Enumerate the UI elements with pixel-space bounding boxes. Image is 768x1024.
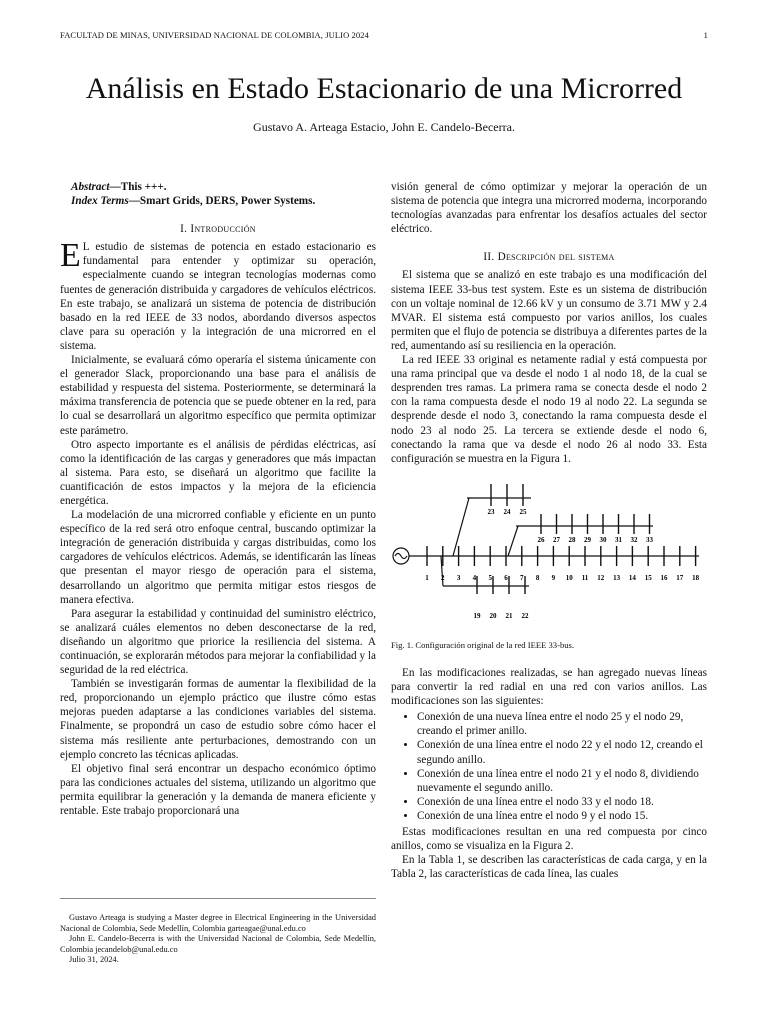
abstract-text: —This +++. xyxy=(109,181,167,193)
main-11-bus-label: 11 xyxy=(581,573,589,582)
branch-32-bus-label: 32 xyxy=(630,535,638,544)
main-18-bus-label: 18 xyxy=(692,573,700,582)
list-item: • Conexión de una línea entre el nodo 22 y el nodo 12, creando el segundo anillo. xyxy=(417,738,707,766)
section-heading-intro: I. Introducción xyxy=(180,223,256,236)
index-terms-text: —Smart Grids, DERS, Power Systems. xyxy=(128,195,316,208)
main-9-bus-label: 9 xyxy=(551,573,556,582)
intro-continuation: visión general de cómo optimizar y mejorar la operación de un sistema de potencia que integra una microrred moderna, incorporando tecnologías avanzadas para enfrentar los desafíos actuales del sector eléctrico. xyxy=(391,181,707,236)
figure-caption: Fig. 1. Configuración original de la red IEEE 33-bus. xyxy=(391,639,575,650)
description-paragraph: En la Tabla 1, se describen las características de cada carga, y en la Tabla 2, las características de cada línea, las cuales xyxy=(391,854,707,881)
running-head-text: FACULTAD DE MINAS, UNIVERSIDAD NACIONAL DE COLOMBIA, JULIO 2024 xyxy=(60,30,369,40)
description-paragraph: Estas modificaciones resultan en una red compuesta por cinco anillos, como se visualiza en la Figura 2. xyxy=(391,826,707,853)
branch-33-bus-label: 33 xyxy=(646,535,653,544)
branch-26-bus-label: 26 xyxy=(537,535,545,544)
footnotes xyxy=(60,898,376,966)
index-terms xyxy=(60,194,376,208)
description-paragraph: En las modificaciones realizadas, se han agregado nuevas líneas para convertir la red radial en una red con varios anillos. Las modificaciones son las siguientes: xyxy=(391,666,707,708)
ieee33-diagram xyxy=(391,478,707,628)
list-item: • Conexión de una línea entre el nodo 9 y el nodo 15. xyxy=(417,809,707,823)
branch-20-bus-label: 20 xyxy=(489,611,497,620)
main-2-bus-label: 2 xyxy=(441,573,445,582)
main-8-bus-label: 8 xyxy=(535,573,540,582)
main-17-bus-label: 17 xyxy=(676,573,684,582)
branch-30-bus-label: 30 xyxy=(599,535,607,544)
index-terms-label: Index Terms xyxy=(71,195,129,208)
main-1-bus-label: 1 xyxy=(425,573,429,582)
main-12-bus-label: 12 xyxy=(597,573,605,582)
branch-24-bus-label: 24 xyxy=(503,507,511,516)
branch-19-bus-label: 19 xyxy=(473,611,481,620)
branch-connector-3 xyxy=(453,498,469,556)
running-header xyxy=(60,30,708,40)
branch-connector-6 xyxy=(508,526,518,556)
intro-paragraph: Para asegurar la estabilidad y continuidad del suministro eléctrico, se analizará cuáles elementos no deben desconectarse de la red, diseñando un algoritmo que priorice la resiliencia del sistema. A continuación, se explorarán métodos para mejorar la confiabilidad y la seguridad de la red eléctrica. xyxy=(60,607,376,677)
main-5-bus-label: 5 xyxy=(488,573,492,582)
section-heading-description: II. Descripción del sistema xyxy=(483,251,615,264)
intro-paragraph: El objetivo final será encontrar un despacho económico óptimo para las condiciones actuales del sistema, utilizando un algoritmo que permita equilibrar la generación y la demanda de manera eficiente y rentable. Este trabajo proporcionará una xyxy=(60,762,376,818)
branch-27-bus-label: 27 xyxy=(553,535,560,544)
footnote-author-1: Gustavo Arteaga is studying a Master degree in Electrical Engineering in the Universidad Nacional de Colombia, Sede Medellín, Colombia garteagae@unal.edu.co xyxy=(60,913,376,933)
list-item: • Conexión de una nueva línea entre el nodo 25 y el nodo 29, creando el primer anillo. xyxy=(417,710,707,738)
footnote-date: Julio 31, 2024. xyxy=(69,955,119,965)
main-7-bus-label: 7 xyxy=(520,573,524,582)
intro-paragraph: La modelación de una microrred confiable y eficiente en un punto específico de la red será otro enfoque central, buscando optimizar la integración de generación distribuida y cargas distribuidas, como los cargadores de vehículos eléctricos. Además, se identificarán las líneas que presentan el mayor riesgo de operación para el sistema, desarrollando un algoritmo que permita mitigar estos riesgos de manera efectiva. xyxy=(60,509,376,606)
main-15-bus-label: 15 xyxy=(644,573,652,582)
source-sine-icon xyxy=(395,553,407,558)
intro-paragraph: También se investigarán formas de aumentar la flexibilidad de la red, proporcionando un ejemplo práctico que ilustre cómo estas mejoras pueden adaptarse a las condiciones variables del sistema. Finalmente, se propondrá un caso de estudio sobre cómo hacer el sistema más resiliente ante perturbaciones, demostrando con un ejemplo concreto las técnicas aplicadas. xyxy=(60,678,376,761)
intro-paragraph-text: L estudio de sistemas de potencia en estado estacionario es fundamental para entender y optimizar su operación, especialmente cuando se integran tecnologías modernas como fuentes de generación distribuida y cargadores de vehículos eléctricos. En este trabajo, se analizará un sistema de potencia de distribución basado en la red IEEE de 33 nodos, abordando diversos aspectos clave para su operación y la integración de una microrred en el sistema. xyxy=(60,241,376,352)
branch-23-bus-label: 23 xyxy=(487,507,495,516)
branch-29-bus-label: 29 xyxy=(584,535,591,544)
footnote-author-2: John E. Candelo-Becerra is with the Universidad Nacional de Colombia, Sede Medellín, Colombia jecandelob@unal.edu.co xyxy=(60,934,376,954)
paper-title: Análisis en Estado Estacionario de una Microrred xyxy=(85,72,683,105)
drop-cap: E xyxy=(60,237,81,275)
page-number: 1 xyxy=(703,30,708,40)
branch-22-bus-label: 22 xyxy=(521,611,529,620)
main-16-bus-label: 16 xyxy=(660,573,668,582)
branch-21-bus-label: 21 xyxy=(505,611,513,620)
list-item: • Conexión de una línea entre el nodo 21 y el nodo 8, dividiendo nuevamente el segundo anillo. xyxy=(417,767,707,795)
figure-1 xyxy=(391,478,707,632)
main-10-bus-label: 10 xyxy=(565,573,573,582)
branch-31-bus-label: 31 xyxy=(615,535,622,544)
main-3-bus-label: 3 xyxy=(456,573,461,582)
right-column xyxy=(391,180,707,881)
intro-paragraph xyxy=(60,237,376,353)
list-item: • Conexión de una línea entre el nodo 33 y el nodo 18. xyxy=(417,795,707,809)
main-14-bus-label: 14 xyxy=(628,573,636,582)
abstract-label: Abstract xyxy=(71,181,110,193)
main-13-bus-label: 13 xyxy=(613,573,621,582)
intro-paragraph: Inicialmente, se evaluará cómo operaría el sistema únicamente con el generador Slack, proporcionando una base para el análisis de estabilidad y respuesta del sistema. Posteriormente, se determinará la máxima transferencia de potencia que se puede obtener en la red, para lo cual se desarrollará un algoritmo específico que permita optimizar este parámetro. xyxy=(60,354,376,437)
branch-28-bus-label: 28 xyxy=(568,535,576,544)
main-6-bus-label: 6 xyxy=(504,573,508,582)
main-4-bus-label: 4 xyxy=(472,573,477,582)
description-paragraph: La red IEEE 33 original es netamente radial y está compuesta por una rama principal que va desde el nodo 1 al nodo 18, de la cual se desprenden tres ramas. La primera rama se conecta desde el nodo 2 con la rama compuesta desde el nodo 19 al nodo 22. La segunda se desprende desde el nodo 3, conectando la rama compuesta desde el nodo 23 al nodo 25. La tercera se extiende desde el nodo 6, conectando la rama que va desde el nodo 26 al nodo 33. Esta configuración se muestra en la Figura 1. xyxy=(391,354,707,465)
branch-25-bus-label: 25 xyxy=(519,507,527,516)
intro-paragraph: Otro aspecto importante es el análisis de pérdidas eléctricas, así como la identificación de las cargas y generadores que más impactan al sistema. Para esto, se diseñará un algoritmo que facilite la cuantificación de estos impactos y la mejora de la eficiencia energética. xyxy=(60,438,376,507)
modifications-list xyxy=(391,710,707,823)
abstract xyxy=(60,180,376,194)
paper-authors: Gustavo A. Arteaga Estacio, John E. Candelo-Becerra. xyxy=(253,120,515,134)
left-column xyxy=(60,180,376,818)
description-paragraph: El sistema que se analizó en este trabajo es una modificación del sistema IEEE 33-bus test system. Este es un sistema de distribución con un voltaje nominal de 12.66 kV y un consumo de 3.71 MW y 2.4 MVAR. El sistema está compuesto por varios anillos, los cuales permiten que el flujo de potencia se distribuya a diferentes partes de la red, aumentando así su resiliencia en la operación. xyxy=(391,269,707,352)
